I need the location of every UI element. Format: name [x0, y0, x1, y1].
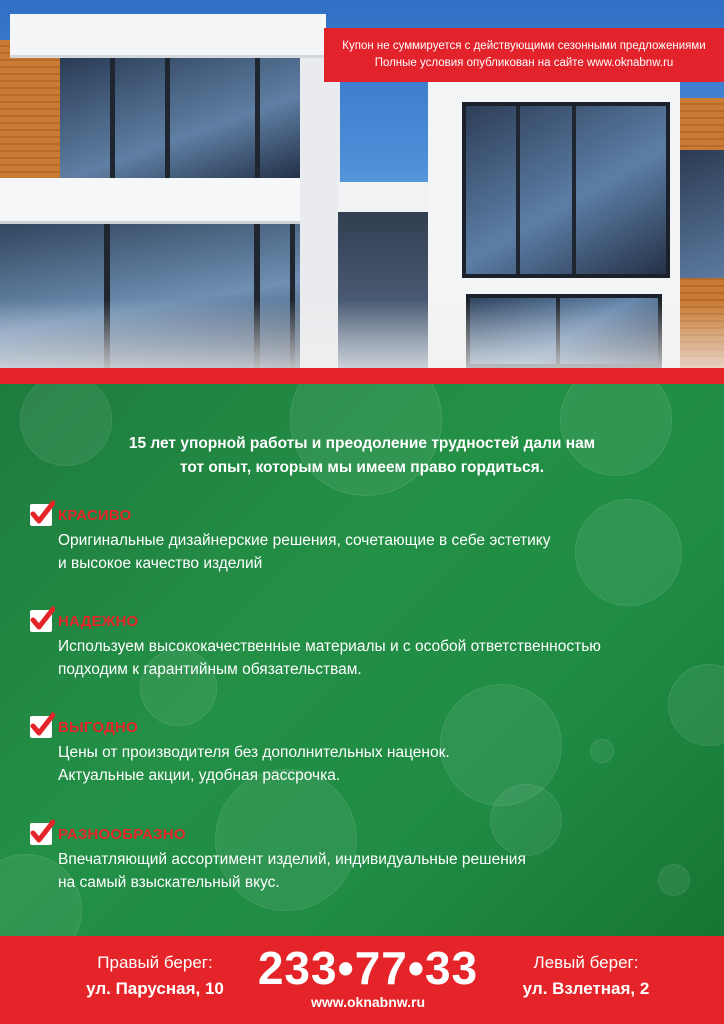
- roof-slab: [10, 14, 326, 58]
- feature-line-2: на самый взыскательный вкус.: [58, 874, 280, 891]
- feature-title: ВЫГОДНО: [58, 718, 138, 736]
- feature-title: РАЗНООБРАЗНО: [58, 825, 186, 843]
- bridge-roof: [338, 182, 438, 212]
- check-icon: [30, 610, 52, 632]
- feature-line-1: Впечатляющий ассортимент изделий, индивидуальные решения: [58, 851, 526, 868]
- address-label: Левый берег:: [533, 953, 639, 972]
- feature-line-2: подходим к гарантийным обязательствам.: [58, 661, 362, 678]
- feature-title: НАДЕЖНО: [58, 612, 139, 630]
- check-icon: [30, 716, 52, 738]
- address-right-bank: [60, 950, 250, 1002]
- feature-description: [58, 741, 710, 787]
- feature-title: КРАСИВО: [58, 506, 132, 524]
- contact-bar: [0, 936, 724, 1024]
- clouds: [0, 300, 724, 368]
- feature-line-2: Актуальные акции, удобная рассрочка.: [58, 767, 341, 784]
- coupon-line-1: Купон не суммируется с действующими сезонными предложениями: [342, 40, 706, 52]
- address-street: ул. Парусная, 10: [86, 979, 224, 998]
- feature-line-1: Цены от производителя без дополнительных наценок.: [58, 744, 450, 761]
- phone-number[interactable]: 233•77•33: [257, 942, 479, 994]
- coupon-banner: [324, 28, 724, 82]
- feature-beautiful: [30, 503, 710, 575]
- check-icon: [30, 823, 52, 845]
- intro-line-1: 15 лет упорной работы и преодоление трудностей дали нам: [128, 435, 596, 452]
- address-street: ул. Взлетная, 2: [522, 979, 650, 998]
- feature-reliable: [30, 609, 710, 681]
- feature-description: [58, 635, 710, 681]
- feature-profitable: [30, 715, 710, 787]
- intro-line-2: тот опыт, которым мы имеем право гордиться.: [179, 459, 545, 476]
- website-link[interactable]: www.oknabnw.ru: [310, 994, 426, 1010]
- floor-slab: [0, 178, 326, 224]
- upper-glass-facade: [60, 58, 300, 178]
- check-icon: [30, 504, 52, 526]
- address-left-bank: [498, 950, 674, 1002]
- coupon-line-2: Полные условия опубликован на сайте www.oknabnw.ru: [374, 57, 674, 69]
- feature-line-1: Используем высококачественные материалы и с особой ответственностью: [58, 638, 601, 655]
- feature-description: [58, 848, 710, 894]
- right-building-window-upper: [462, 102, 670, 278]
- feature-variety: [30, 822, 710, 894]
- intro-text: [60, 432, 664, 480]
- feature-line-2: и высокое качество изделий: [58, 555, 263, 572]
- side-window: [680, 150, 724, 278]
- address-label: Правый берег:: [97, 953, 213, 972]
- red-divider-band: [0, 368, 724, 384]
- feature-description: [58, 529, 710, 575]
- feature-line-1: Оригинальные дизайнерские решения, сочетающие в себе эстетику: [58, 532, 551, 549]
